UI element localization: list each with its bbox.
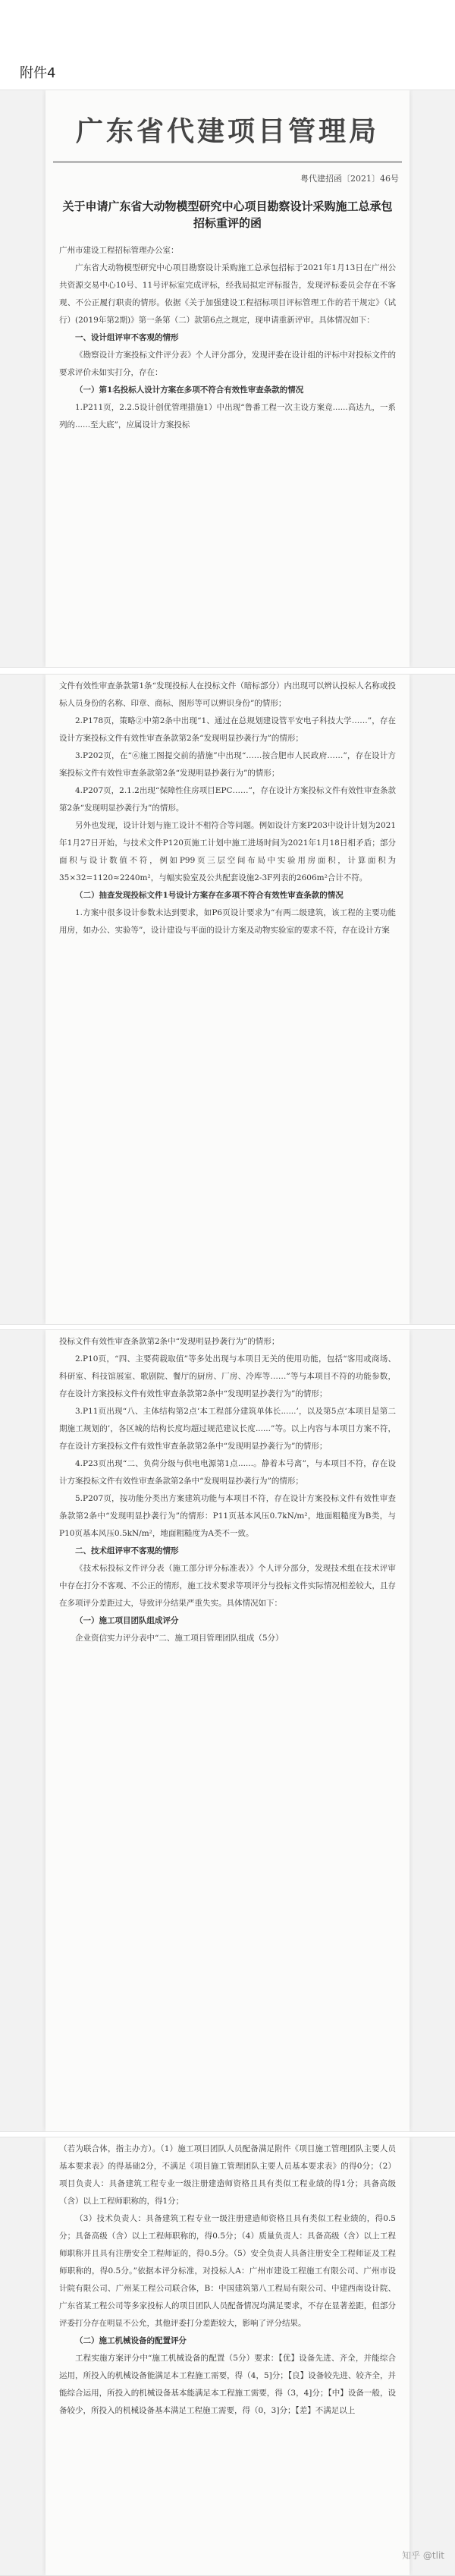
page-sheet (46, 90, 410, 667)
paragraph: 企业资信实力评分表中“二、施工项目管理团队组成（5分） (75, 1634, 284, 1643)
paragraph: 广东省大动物模型研究中心项目勘察设计采购施工总承包招标于2021年1月13日在广州公共资源交易中心10号、11号评标室完成评标，经我局拟定评标报告，发现评标委员会存在不客观、不公正履行职责的情形。依据《关于加强建设工程招标项目评标管理工作的若干规定》（试行）(2019年第2期)》第一条第（二）款第6点之规定，现申请重新评审。具体情况如下： (59, 263, 396, 325)
header-rule (53, 161, 402, 163)
paragraph: （3）技术负责人：具备建筑工程专业一级注册建造师资格且具有类似工程业绩的，得0.5分；具备高级（含）以上工程师职称的，得0.5分；（4）质量负责人：具备高级（含）以上工程师职称并且具有注册安全工程师证的，得0.5分。（5）安全负责人具备注册安全工程师证及工程师职称的，得0.5分。”依据本评分标准，对投标人A：广州市建设工程施工有限公司、广州市设计院有限公司、广州某工程公司联合体，B：中国建筑第八工程局有限公司、中建西南设计院、广东省某工程公司等多家投标人的项目团队人员配备情况均满足要求，不存在显著差距，但部分评委打分存在明显不公允，其他评委打分差距较大，影响了评分结果。 (59, 2214, 396, 2328)
page-sheet (46, 2137, 410, 2575)
section-heading: 一、设计组评审不客观的情形 (75, 333, 179, 342)
page-sheet (46, 1330, 410, 2131)
paragraph: 2.P178页，策略②中第2条中出现“1、通过在总规划建设管平安电子科技大学……”，存在设计方案投标文件有效性审查条款第2条“发现明显抄袭行为”的情形； (59, 716, 396, 743)
subsection-heading: （二）抽查发现投标文件1号设计方案存在多项不符合有效性审查条款的情况 (75, 891, 344, 900)
paragraph: 投标文件有效性审查条款第2条中“发现明显抄袭行为”的情形； (59, 1337, 280, 1346)
document-page-3 (0, 1329, 455, 2132)
subsection-heading: （二）施工机械设备的配置评分 (75, 2336, 187, 2345)
paragraph: （若为联合体，指主办方）。（1）施工项目团队人员配备满足附件《项目施工管理团队主要人员基本要求表》的得基础2分，不满足《项目施工管理团队主要人员基本要求表》的得0分；（2）项目负责人：具备建筑工程专业一级注册建造师资格且具有类似工程业绩的得1分；具备高级（含）以上工程师职称的，得1分； (59, 2144, 396, 2206)
paragraph: 另外也发现，设计计划与施工设计不相符合等问题。例如设计方案P203中设计计划为2021年1月27日开始，与技术文件P120页施工计划中施工进场时间为2021年1月18日相矛盾；部分面积与设计数值不符，例如P99页三层空间布局中实验用房面积，计算面积为35×32=1120≈2240m²，与幅实验室及公共配套设施2-3F列表的2606m²合计不符。 (59, 821, 396, 882)
page-sheet (46, 675, 410, 1324)
paragraph: 广州市建设工程招标管理办公室： (59, 246, 179, 255)
paragraph: 工程实施方案评分中“施工机械设备的配置（5分）要求：【优】设备先进、齐全，并能综合运用，所投入的机械设备能满足本工程施工需要，得（4，5]分；【良】设备较先进、较齐全，并能综合运用，所投入的机械设备基本能满足本工程施工需要，得（3，4]分；【中】设备一般，设备较少，所投入的机械设备基本满足工程施工需要，得（0，3]分；【差】不满足以上 (59, 2354, 396, 2415)
document-page-4 (0, 2137, 455, 2576)
paragraph: 1.P211页，2.2.5设计创优管理措施1）中出现“鲁番工程一次主设方案竟......高达九，一系列的......至大底”，应属设计方案投标 (59, 403, 396, 429)
document-page-1 (0, 90, 455, 668)
doc-number: 粤代建招函〔2021〕46号 (300, 174, 399, 184)
org-title: 广东省代建项目管理局 (75, 115, 379, 147)
paragraph: 4.P23页出现“二、负荷分级与供电电源第1点......。静着本号离”，与本项目不符，存在设计方案投标文件有效性审查条款第2条中“发现明显抄袭行为”的情形； (59, 1459, 396, 1486)
section-heading: 二、技术组评审不客观的情形 (75, 1546, 179, 1555)
subsection-heading: （一）施工项目团队组成评分 (75, 1616, 179, 1625)
paragraph: 《勘察设计方案投标文件评分表》个人评分部分，发现评委在设计组的评标中对投标文件的要求评价未如实打分，存在： (59, 351, 396, 377)
paragraph: 2.P10页，“四、主要荷载取值”等多处出现与本项目无关的使用功能，包括“客用或商场、科研室、科技馆展室、歌剧院、餐厅的厨房、厂房、冷库等……”等与本项目不符的功能参数，存在设计方案投标文件有效性审查条款第2条中“发现明显抄袭行为”的情形； (59, 1354, 396, 1398)
paragraph: 5.P207页，按功能分类出方案建筑功能与本项目不符，存在设计方案投标文件有效性审查条款第2条中“发现明显抄袭行为”的情形：P11页基本风压0.7kN/m²，地面粗糙度为B类，与P10页基本风压0.5kN/m²，地面粗糙度为A类不一致。 (59, 1494, 396, 1538)
doc-title: 关于申请广东省大动物模型研究中心项目勘察设计采购施工总承包招标重评的函 (62, 200, 393, 230)
paragraph: 4.P207页，2.1.2出现“保障性住房项目EPC……”，存在设计方案投标文件有效性审查条款第2条“发现明显抄袭行为”的情形。 (59, 786, 396, 813)
paragraph: 《技术标投标文件评分表（施工部分评分标准表）》个人评分部分，发现技术组在技术评审中存在打分不客观、不公正的情形，施工技术要求等项评分与投标文件实际情况相差较大，且存在多项评分差距过大，导致评分结果严重失实。具体情况如下： (59, 1564, 396, 1608)
paragraph: 文件有效性审查条款第1条“发现投标人在投标文件（暗标部分）内出现可以辨认投标人名称或投标人员身份的名称、印章、商标、图形等可以辨识身份”的情形； (59, 681, 396, 708)
document-page-2 (0, 674, 455, 1325)
attachment-label: 附件4 (20, 65, 56, 81)
subsection-heading: （一）第1名投标人设计方案在多项不符合有效性审查条款的情况 (75, 385, 304, 395)
paragraph: 3.P11页出现“八、主体结构第2点‘本工程部分建筑单体长......’，以及第5点‘本项目是第二期施工规划的’，各区城的结构长度均超过规范建议长度......”等。以上内容与本项目方案不符，存在设计方案投标文件有效性审查条款第2条中“发现明显抄袭行为”的情形； (59, 1407, 396, 1451)
paragraph: 1.方案中很多设计参数未达到要求，如P6页设计要求为“有两二级建筑，该工程的主要功能用房，如办公、实验等”，设计建设与平面的设计方案及动物实验室的要求不符，存在设计方案 (59, 908, 396, 935)
paragraph: 3.P202页，在“⑥施工图提交前的措施”中出现“……按合肥市人民政府……”，存在设计方案投标文件有效性审查条款第2条“发现明显抄袭行为”的情形； (59, 751, 396, 778)
watermark: 知乎 @tlit (402, 2550, 444, 2561)
